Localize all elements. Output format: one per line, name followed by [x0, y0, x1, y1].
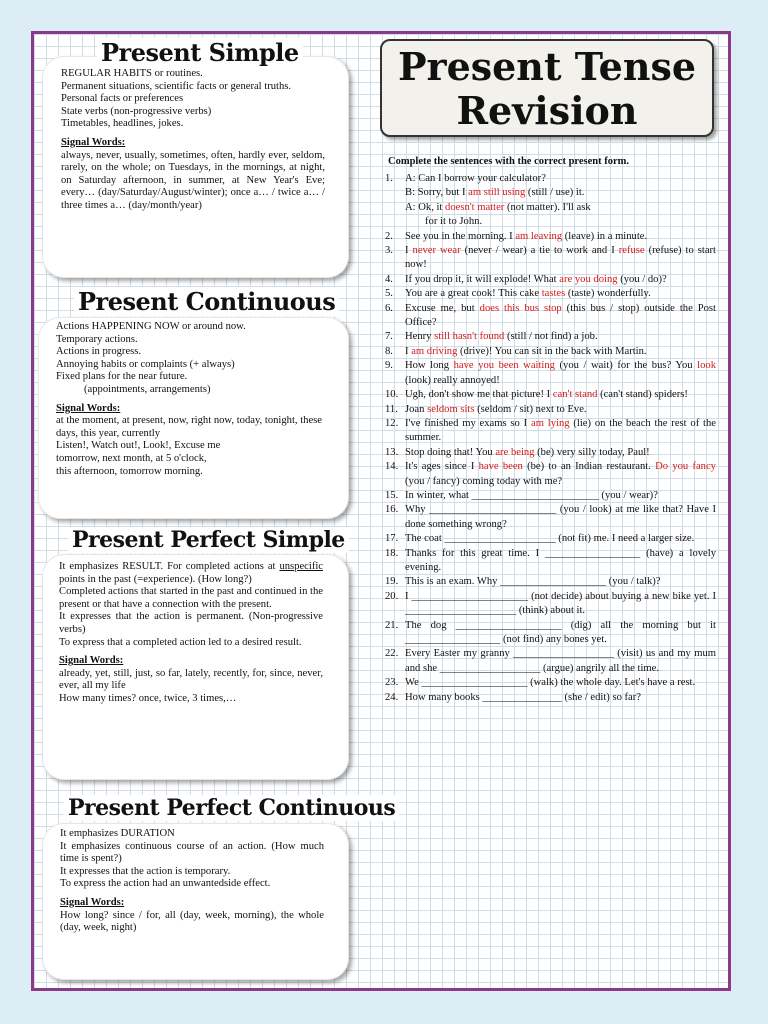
exercise-number: 1. — [385, 173, 393, 184]
sentence-text: (seldom / sit) next to Eve. — [474, 403, 587, 415]
exercise-item — [385, 575, 716, 589]
exercise-text — [405, 302, 716, 331]
exercise-number: 20. — [385, 590, 399, 602]
sentence-text: (you / do)? — [617, 273, 667, 285]
answer-text: am leaving — [515, 230, 563, 242]
answer-text: Do you fancy — [655, 461, 716, 473]
answer-text: refuse — [618, 245, 645, 257]
present-simple-use: Personal facts or preferences — [61, 93, 184, 105]
present-perfect-continuous-box — [42, 795, 396, 980]
sentence-text: Stop doing that! You — [405, 446, 496, 458]
exercise-number: 6. — [385, 302, 393, 314]
present-perfect-simple-use: Completed actions that started in the past and continued in the present or that have a connection with the present. — [59, 586, 323, 610]
sentence-text: (taste) wonderfully. — [565, 288, 651, 300]
answer-text: are you doing — [559, 273, 618, 285]
answer-text: tastes — [541, 288, 566, 300]
exercise-number: 17. — [385, 533, 399, 545]
sentence-text: Henry — [405, 331, 435, 343]
exercise-number — [385, 215, 405, 229]
exercise-item — [385, 345, 716, 359]
present-perfect-simple-signal-words: How many times? once, twice, 3 times,… — [59, 692, 237, 704]
exercise-number — [385, 186, 405, 200]
exercise-item — [385, 330, 716, 344]
exercise-number: 23. — [385, 677, 399, 689]
exercise-number: 22. — [385, 648, 399, 660]
sentence-text: (be) very silly today, Paul! — [534, 446, 650, 458]
present-continuous-use: Temporary actions. — [56, 333, 138, 345]
exercise-item — [385, 302, 716, 331]
present-continuous-use: Annoying habits or complaints (+ always) — [56, 358, 235, 370]
sentence-text: The coat _____________________ (not fit) me. I need a larger size. — [405, 533, 695, 545]
present-continuous-box — [38, 287, 349, 519]
sentence-text: B: Sorry, but I — [405, 187, 469, 199]
present-perfect-continuous-use: It emphasizes DURATION — [60, 828, 175, 839]
sentence-text: Why ________________________ (you / look) at me like that? Have I done something wrong? — [405, 504, 716, 530]
exercise-text — [405, 547, 716, 576]
sentence-text: (be) to an Indian restaurant. — [522, 461, 656, 473]
exercise-text — [405, 417, 716, 446]
present-perfect-continuous-use: It emphasizes continuous course of an action. (How much time is spent?) — [60, 840, 324, 865]
present-simple-signal-words: always, never, usually, sometimes, often, hardly ever, seldom, rarely, on the whole; on Tuesdays, in the mornings, at night, on Saturday afternoon, in summer, at New Year's Eve; every… (day/Saturday/August/winter); once a… / twice a… / three times a… (day/month/year) — [61, 149, 325, 211]
answer-text: look — [697, 360, 716, 372]
exercise-number: 14. — [385, 461, 399, 473]
answer-text: never wear — [412, 245, 461, 257]
exercise-number — [385, 201, 405, 215]
exercise-number: 19. — [385, 576, 399, 588]
sentence-text: (still / use) it. — [525, 187, 585, 199]
exercise-number: 3. — [385, 245, 393, 257]
exercise-item — [385, 460, 716, 489]
exercise-text — [405, 287, 716, 301]
sentence-text: (drive)! You can sit in the back with Martin. — [457, 345, 647, 357]
exercise-item — [385, 287, 716, 301]
exercise-number: 18. — [385, 547, 399, 559]
sentence-text: How many books _______________ (she / edit) so far? — [405, 691, 641, 703]
exercise-item — [385, 446, 716, 460]
exercise-list — [385, 172, 716, 705]
exercise-number: 2. — [385, 230, 393, 242]
exercise-item — [385, 590, 716, 619]
answer-text: doesn't matter — [445, 201, 505, 213]
use-text: points in the past (=experience). (How long?) — [59, 573, 252, 585]
present-continuous-use: Actions HAPPENING NOW or around now. — [56, 321, 246, 332]
sentence-text: If you drop it, it will explode! What — [405, 273, 560, 285]
exercise-item — [385, 273, 716, 287]
present-perfect-continuous-signal-words: How long? since / for, all (day, week, morning), the whole (day, week, night) — [60, 909, 324, 934]
present-perfect-simple-body — [59, 561, 323, 706]
signal-words-label: Signal Words: — [60, 896, 125, 908]
sentence-text: It's ages since I — [405, 461, 479, 473]
exercise-text — [405, 215, 716, 229]
sentence-text: (never / wear) a tie to work and I — [460, 245, 619, 257]
exercise-item — [385, 215, 716, 229]
present-simple-use: REGULAR HABITS or routines. — [61, 68, 203, 79]
exercise-item — [385, 186, 716, 200]
exercise-number: 12. — [385, 417, 399, 429]
use-text-underlined: unspecific — [279, 561, 323, 572]
exercise-item — [385, 503, 716, 532]
sentence-text: I ______________________ (not decide) about buying a new bike yet. I _____________________ (think) about it. — [405, 590, 716, 617]
sentence-text: A: Ok, it — [405, 201, 446, 213]
sentence-text: for it to John. — [425, 216, 483, 228]
answer-text: have been — [478, 461, 523, 473]
exercise-text — [405, 244, 716, 273]
exercise-text — [405, 647, 716, 676]
present-simple-body — [61, 68, 325, 213]
sentence-text: Every Easter my granny ___________________ (visit) us and my mum and she ___________________ (argue) angrily all the time. — [405, 648, 716, 674]
exercise-item — [385, 619, 716, 648]
sentence-text: I — [405, 345, 412, 357]
exercise-number: 13. — [385, 446, 399, 458]
exercise-number: 10. — [385, 389, 399, 401]
sentence-text: In winter, what ________________________ (you / wear)? — [405, 489, 658, 501]
answer-text: does this bus stop — [479, 302, 562, 314]
exercise-text — [405, 201, 716, 215]
exercise-text — [405, 590, 716, 619]
exercise-item — [385, 244, 716, 273]
exercise-item — [385, 359, 716, 388]
exercise-number: 21. — [385, 619, 399, 631]
sentence-text: (can't stand) spiders! — [597, 389, 688, 401]
present-continuous-signal-words: this afternoon, tomorrow morning. — [56, 465, 203, 477]
exercise-item — [385, 172, 716, 186]
exercise-text — [405, 359, 716, 388]
exercise-text — [405, 273, 716, 287]
present-perfect-simple-title: Present Perfect Simple — [68, 527, 349, 553]
present-continuous-signal-words: Listen!, Watch out!, Look!, Excuse me — [56, 440, 221, 452]
sentence-text: (not matter). I'll ask — [504, 201, 591, 213]
present-simple-box — [42, 38, 349, 278]
exercise-text — [405, 330, 716, 344]
sentence-text: Thanks for this great time. I __________________ (have) a lovely evening. — [405, 547, 716, 573]
exercise-text — [405, 230, 716, 244]
sentence-text: A: Can I borrow your calculator? — [405, 173, 546, 184]
sentence-text: (this bus / stop) outside the Post Office? — [405, 302, 716, 329]
exercise-instructions: Complete the sentences with the correct present form. — [388, 156, 630, 167]
exercise-text — [405, 575, 716, 589]
exercise-text — [405, 676, 716, 690]
present-continuous-use-note: (appointments, arrangements) — [84, 383, 211, 395]
signal-words-label: Signal Words: — [59, 655, 124, 667]
main-title-line2: Revision — [456, 88, 638, 133]
present-perfect-simple-use: It expresses that the action is permanent. (Non-progressive verbs) — [59, 611, 323, 635]
exercise-text — [405, 619, 716, 648]
sentence-text: Joan — [405, 403, 428, 415]
present-simple-use: State verbs (non-progressive verbs) — [61, 105, 212, 117]
exercise-text — [405, 403, 716, 417]
sentence-text: (you / fancy) coming today with me? — [405, 475, 563, 487]
present-perfect-simple-signal-words: already, yet, still, just, so far, lately, recently, for, since, never, ever, all my life — [59, 667, 323, 692]
exercise-text — [405, 172, 716, 186]
present-continuous-use: Actions in progress. — [56, 346, 142, 358]
use-text: It emphasizes RESULT. For completed actions at — [59, 561, 280, 572]
sentence-text: (refuse) to start now! — [405, 245, 717, 271]
worksheet-page — [31, 31, 731, 991]
exercise-number: 5. — [385, 288, 393, 300]
sentence-text: (you / wait) for the bus? You — [554, 360, 698, 372]
present-simple-use: Permanent situations, scientific facts or general truths. — [61, 80, 292, 92]
exercise-number: 7. — [385, 331, 393, 343]
exercise-text — [405, 489, 716, 503]
exercise-text — [405, 503, 716, 532]
exercise-number: 16. — [385, 504, 399, 516]
answer-text: are being — [495, 446, 535, 458]
present-continuous-signal-words: tomorrow, next month, at 5 o'clock, — [56, 452, 207, 464]
answer-text: am still using — [468, 187, 526, 199]
present-perfect-continuous-use: To express the action had an unwantedside effect. — [60, 878, 271, 890]
exercise-text — [405, 345, 716, 359]
exercise-item — [385, 230, 716, 244]
answer-text: seldom sits — [427, 403, 475, 415]
exercise-number: 4. — [385, 273, 393, 285]
present-simple-use: Timetables, headlines, jokes. — [61, 118, 184, 130]
exercise-text — [405, 460, 716, 489]
present-perfect-simple-use — [59, 561, 323, 586]
exercise-item — [385, 201, 716, 215]
exercise-item — [385, 532, 716, 546]
sentence-text: (leave) in a minute. — [562, 230, 648, 242]
present-perfect-continuous-use: It expresses that the action is temporary. — [60, 865, 231, 877]
sentence-text: I — [405, 245, 413, 257]
exercise-text — [405, 186, 716, 200]
signal-words-label: Signal Words: — [56, 402, 121, 414]
signal-words-label: Signal Words: — [61, 136, 126, 148]
sentence-text: (still / not find) a job. — [504, 331, 598, 343]
exercise-item — [385, 647, 716, 676]
exercise-item — [385, 417, 716, 446]
exercise-item — [385, 676, 716, 690]
present-perfect-simple-box — [42, 527, 349, 780]
exercise-text — [405, 388, 716, 402]
answer-text: can't stand — [552, 389, 598, 401]
exercise-item — [385, 388, 716, 402]
main-title-line1: Present Tense — [397, 44, 697, 89]
present-continuous-signal-words: at the moment, at present, now, right now, today, tonight, these days, this year, currently — [56, 415, 322, 439]
exercise-text — [405, 691, 716, 705]
present-simple-title: Present Simple — [97, 38, 303, 67]
present-perfect-simple-use: To express that a completed action led to a desired result. — [59, 636, 302, 648]
sentence-text: See you in the morning. I — [405, 230, 516, 242]
answer-text: am driving — [411, 345, 458, 357]
exercise-number: 9. — [385, 360, 393, 372]
exercise-item — [385, 691, 716, 705]
present-perfect-continuous-body — [60, 828, 324, 935]
exercise-item — [385, 489, 716, 503]
sentence-text: Ugh, don't show me that picture! I — [405, 389, 553, 401]
sentence-text: We ____________________ (walk) the whole day. Let's have a rest. — [405, 677, 696, 689]
exercise-number: 24. — [385, 691, 399, 703]
exercise-number: 11. — [385, 403, 398, 415]
present-continuous-body — [56, 321, 322, 478]
sentence-text: You are a great cook! This cake — [405, 288, 542, 300]
main-title-box — [380, 39, 714, 137]
present-perfect-continuous-title: Present Perfect Continuous — [64, 795, 399, 821]
exercise-text — [405, 532, 716, 546]
sentence-text: (lie) on the beach the rest of the summer. — [405, 417, 717, 444]
sentence-text: How long — [405, 360, 454, 372]
exercise-text — [405, 446, 716, 460]
answer-text: am lying — [531, 417, 570, 429]
exercise-number: 8. — [385, 345, 393, 357]
answer-text: still hasn't found — [434, 331, 505, 343]
exercise-item — [385, 403, 716, 417]
present-continuous-use: Fixed plans for the near future. — [56, 371, 188, 383]
sentence-text: Excuse me, but — [405, 302, 480, 314]
answer-text: have you been waiting — [453, 360, 555, 372]
sentence-text: The dog ____________________ (dig) all the morning but it __________________ (not find) any bones yet. — [405, 619, 716, 645]
sentence-text: I've finished my exams so I — [405, 417, 532, 429]
exercise-number: 15. — [385, 489, 399, 501]
sentence-text: (look) really annoyed! — [405, 374, 500, 386]
present-continuous-title: Present Continuous — [74, 287, 339, 316]
exercise-item — [385, 547, 716, 576]
sentence-text: This is an exam. Why ____________________ (you / talk)? — [405, 576, 661, 588]
